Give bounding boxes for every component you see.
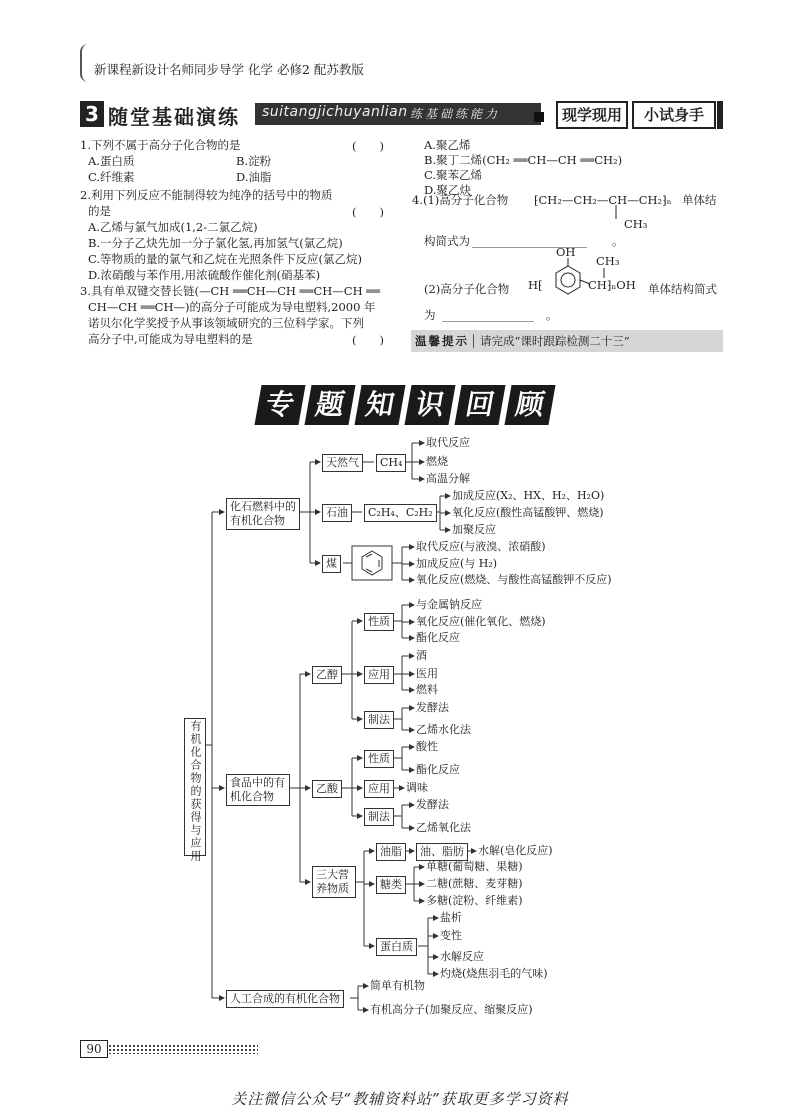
section-title-char-3: 知	[354, 385, 405, 425]
coal-leaf-1: 取代反应(与液溴、浓硝酸)	[416, 540, 546, 553]
q4-part2-h: H⁅	[528, 278, 543, 292]
q2-stem-1: 2.利用下列反应不能制得较为纯净的括号中的物质	[80, 188, 333, 202]
node-synthetic: 人工合成的有机化合物	[226, 990, 344, 1008]
node-fossil: 化石燃料中的有机化合物	[226, 498, 300, 530]
acid-use: 应用	[364, 780, 394, 798]
q1-option-a: A.蛋白质	[88, 154, 135, 168]
gas-leaf-2: 燃烧	[426, 455, 448, 468]
acid-make: 制法	[364, 808, 394, 826]
q1-option-b: B.淀粉	[236, 154, 272, 168]
q3-line-3: 诺贝尔化学奖授予从事该领域研究的三位科学家。下列	[88, 316, 364, 330]
ethanol-make: 制法	[364, 711, 394, 729]
q1-option-c: C.纤维素	[88, 170, 135, 184]
q1-stem: 1.下列不属于高分子化合物的是	[80, 138, 241, 152]
fat-box: 油、脂肪	[416, 843, 468, 861]
synth-leaf-2: 有机高分子(加聚反应、缩聚反应)	[370, 1003, 533, 1016]
ethanol-use-leaf-1: 酒	[416, 649, 427, 662]
q4-part1-tail: 单体结	[682, 193, 717, 207]
node-fat: 油脂	[376, 843, 406, 861]
gas-leaf-3: 高温分解	[426, 472, 470, 485]
ethanol-prop: 性质	[364, 613, 394, 631]
ethanol-make-leaf-1: 发酵法	[416, 701, 449, 714]
oil-leaf-1: 加成反应(X₂、HX、H₂、H₂O)	[452, 489, 605, 502]
acid-prop-leaf-1: 酸性	[416, 740, 438, 753]
protein-leaf-3: 水解反应	[440, 950, 484, 963]
acid-make-leaf-2: 乙烯氧化法	[416, 821, 471, 834]
q4-part1-blank: ____________________	[472, 234, 587, 248]
section-title-char-2: 题	[304, 385, 355, 425]
header-series: 新课程新设计名师同步导学 化学 必修2 配苏教版	[94, 62, 364, 77]
section-title-char-4: 识	[404, 385, 455, 425]
ethanol-prop-leaf-1: 与金属钠反应	[416, 598, 482, 611]
banner-pinyin: suitangjichuyanlian	[262, 104, 408, 120]
fat-leaf: 水解(皂化反应)	[478, 844, 553, 857]
q3-line-4: 高分子中,可能成为导电塑料的是	[88, 332, 253, 346]
acid-prop-leaf-2: 酯化反应	[416, 763, 460, 776]
q3-option-c: C.聚苯乙烯	[424, 168, 483, 182]
protein-leaf-2: 变性	[440, 929, 462, 942]
q3-paren: ( )	[352, 333, 384, 347]
sugar-leaf-1: 单糖(葡萄糖、果糖)	[426, 860, 523, 873]
q4-part2-lead: (2)高分子化合物	[424, 282, 510, 296]
q4-part1-answer-label: 构简式为	[424, 234, 470, 248]
node-acid: 乙酸	[312, 780, 342, 798]
gas-leaf-1: 取代反应	[426, 436, 470, 449]
ethanol-use: 应用	[364, 666, 394, 684]
q2-option-b: B.一分子乙炔先加一分子氯化氢,再加氢气(氯乙烷)	[88, 236, 343, 250]
acid-use-leaf: 调味	[406, 781, 428, 794]
sugar-leaf-2: 二糖(蔗糖、麦芽糖)	[426, 877, 523, 890]
node-nutrients: 三大营养物质	[312, 866, 356, 898]
ethanol-use-leaf-2: 医用	[416, 667, 438, 680]
node-gas: 天然气	[322, 454, 363, 472]
ethanol-prop-leaf-3: 酯化反应	[416, 631, 460, 644]
oil-leaf-3: 加聚反应	[452, 523, 496, 536]
q4-part2-tail: 单体结构简式	[648, 282, 717, 296]
node-c2: C₂H₄、C₂H₂	[364, 504, 437, 522]
coal-leaf-3: 氧化反应(燃烧、与酸性高锰酸钾不反应)	[416, 573, 612, 586]
synth-leaf-1: 简单有机物	[370, 979, 425, 992]
tip-text: 请完成“课时跟踪检测二十三”	[480, 334, 630, 348]
page-number: 90	[80, 1040, 108, 1058]
banner-box-learn: 现学现用	[556, 101, 628, 129]
q4-part1-end: 。	[612, 234, 624, 248]
node-protein: 蛋白质	[376, 938, 417, 956]
section-title-char-6: 顾	[504, 385, 555, 425]
q4-part2-answer-label: 为	[424, 308, 436, 322]
page-number-dots	[108, 1044, 258, 1054]
q4-part2-ch3: CH₃	[596, 254, 620, 268]
node-ethanol: 乙醇	[312, 666, 342, 684]
node-food: 食品中的有机化合物	[226, 774, 290, 806]
tree-root: 有机化合物的获得与应用	[184, 718, 206, 856]
tip-label: 温馨提示	[411, 334, 474, 348]
node-oil: 石油	[322, 504, 352, 522]
q2-option-c: C.等物质的量的氯气和乙烷在光照条件下反应(氯乙烷)	[88, 252, 363, 266]
q2-option-d: D.浓硝酸与苯作用,用浓硫酸作催化剂(硝基苯)	[88, 268, 321, 282]
q2-option-a: A.乙烯与氯气加成(1,2-二氯乙烷)	[88, 220, 258, 234]
protein-leaf-1: 盐析	[440, 911, 462, 924]
ethanol-make-leaf-2: 乙烯水化法	[416, 723, 471, 736]
footer-note: 关注微信公众号“教辅资料站”获取更多学习资料	[231, 1090, 569, 1108]
q2-stem-2: 的是	[88, 204, 111, 218]
q4-part1-ch3: CH₃	[624, 217, 648, 231]
q3-option-a: A.聚乙烯	[424, 138, 471, 152]
coal-leaf-2: 加成反应(与 H₂)	[416, 557, 498, 570]
q4-part2-oh: OH	[556, 245, 576, 259]
sugar-leaf-3: 多糖(淀粉、纤维素)	[426, 894, 523, 907]
q4-part1-lead: 4.(1)高分子化合物	[412, 193, 509, 207]
q3-option-d: D.聚乙炔	[424, 183, 471, 197]
node-coal: 煤	[322, 555, 341, 573]
ethanol-use-leaf-3: 燃料	[416, 683, 438, 696]
acid-make-leaf-1: 发酵法	[416, 798, 449, 811]
banner-number: 3	[80, 101, 104, 127]
q3-option-b: B.聚丁二烯(CH₂ ══CH—CH ══CH₂)	[424, 153, 623, 167]
ethanol-prop-leaf-2: 氧化反应(催化氧化、燃烧)	[416, 615, 546, 628]
q4-part2-ch: CH⁆ₙOH	[588, 278, 636, 292]
q2-paren: ( )	[352, 205, 384, 219]
q3-line-2: CH—CH ══CH—)的高分子可能成为导电塑料,2000 年	[88, 300, 376, 314]
q4-part2-blank: ________________	[442, 308, 534, 322]
banner-slogan: 练基础练能力	[410, 107, 501, 121]
section-title-char-5: 回	[454, 385, 505, 425]
acid-prop: 性质	[364, 750, 394, 768]
q1-option-d: D.油脂	[236, 170, 272, 184]
node-sugar: 糖类	[376, 876, 406, 894]
q4-part2-end: 。	[546, 308, 558, 322]
node-ch4: CH₄	[376, 454, 406, 472]
section-title-char-1: 专	[254, 385, 305, 425]
q4-part1-formula: ⁅CH₂—CH₂—CH—CH₂⁆ₙ	[534, 193, 672, 207]
protein-leaf-4: 灼烧(烧焦羽毛的气味)	[440, 967, 548, 980]
oil-leaf-2: 氧化反应(酸性高锰酸钾、燃烧)	[452, 506, 604, 519]
q3-line-1: 3.具有单双键交替长链(—CH ══CH—CH ══CH—CH ══	[80, 284, 381, 298]
q1-paren: ( )	[352, 139, 384, 153]
banner-box-try: 小试身手	[632, 101, 716, 129]
banner-title: 随堂基础演练	[108, 105, 240, 129]
